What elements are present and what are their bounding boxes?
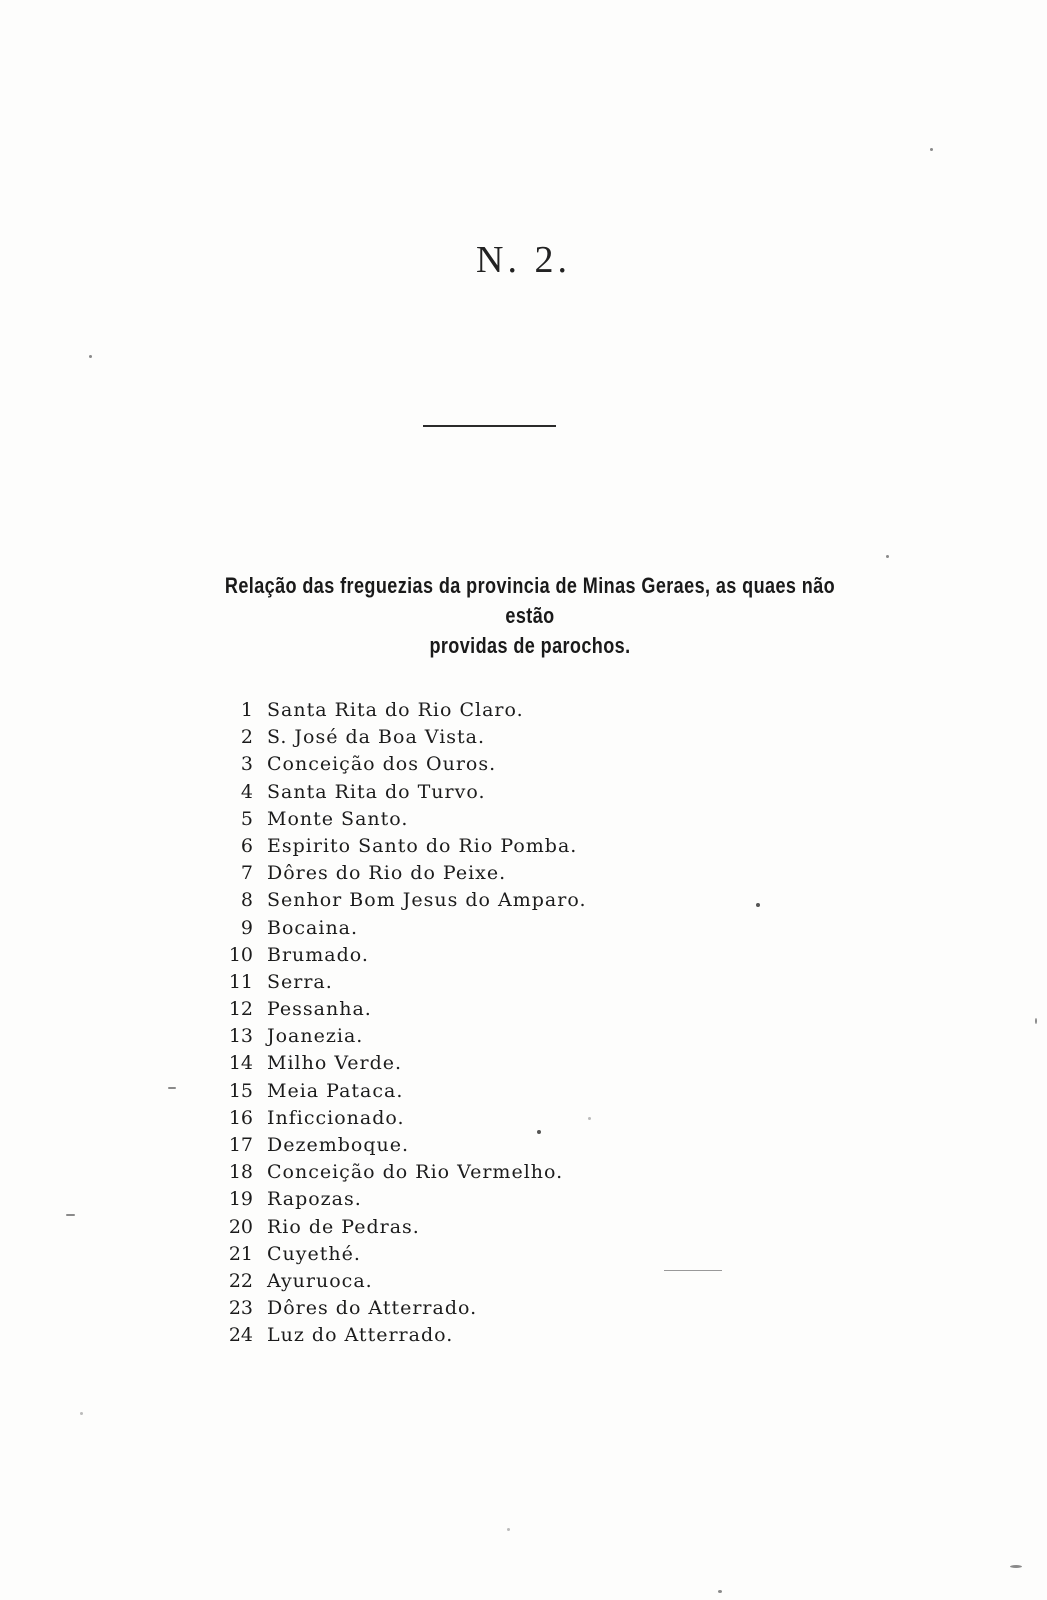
parish-entry xyxy=(215,1105,587,1132)
parish-entry xyxy=(215,969,587,996)
print-speck xyxy=(168,1087,176,1089)
parish-number: 15 xyxy=(228,1079,253,1102)
parish-number: 12 xyxy=(228,998,253,1021)
print-speck xyxy=(756,903,760,907)
parish-entry xyxy=(215,1078,587,1105)
parish-name: S. José da Boa Vista. xyxy=(267,726,486,749)
parish-entry xyxy=(215,724,587,751)
print-speck xyxy=(886,555,889,558)
title-line-1: Relação das freguezias da provincia de Minas Geraes, as quaes não estão xyxy=(224,573,836,628)
parish-name: Milho Verde. xyxy=(267,1052,403,1075)
parish-number: 9 xyxy=(240,916,253,939)
print-speck xyxy=(66,1214,75,1216)
parish-name: Meia Pataca. xyxy=(267,1079,404,1102)
parish-name: Espirito Santo do Rio Pomba. xyxy=(267,834,578,857)
parish-name: Ayuruoca. xyxy=(267,1269,373,1292)
parish-name: Rio de Pedras. xyxy=(267,1215,420,1238)
parish-number: 11 xyxy=(228,970,253,993)
parish-number: 19 xyxy=(228,1188,253,1211)
parish-name: Rapozas. xyxy=(267,1188,362,1211)
parish-number: 18 xyxy=(228,1161,253,1184)
parish-number: 4 xyxy=(240,780,253,803)
parish-number: 6 xyxy=(240,834,253,857)
parish-number: 8 xyxy=(240,889,253,912)
parish-entry xyxy=(215,779,587,806)
parish-number: 20 xyxy=(228,1215,253,1238)
parish-entry xyxy=(215,887,587,914)
parish-entry xyxy=(215,1295,587,1322)
print-speck xyxy=(930,148,933,151)
parish-entry xyxy=(215,751,587,778)
parish-entry xyxy=(215,1241,587,1268)
parish-name: Monte Santo. xyxy=(267,807,409,830)
parish-number: 2 xyxy=(240,726,253,749)
parish-number: 17 xyxy=(228,1134,253,1156)
parish-entry xyxy=(215,697,587,724)
parish-entry xyxy=(215,860,587,887)
parish-name: Joanezia. xyxy=(267,1025,364,1048)
print-speck xyxy=(80,1412,83,1415)
print-speck xyxy=(718,1590,722,1593)
parish-name: Santa Rita do Rio Claro. xyxy=(267,699,524,721)
parish-name: Dezemboque. xyxy=(267,1134,410,1156)
parish-number: 24 xyxy=(228,1324,253,1347)
parish-name: Inficcionado. xyxy=(267,1106,405,1129)
parish-name: Cuyethé. xyxy=(267,1242,361,1265)
parish-name: Serra. xyxy=(267,970,333,993)
parish-number: 3 xyxy=(240,753,253,776)
parish-entry xyxy=(215,1322,587,1349)
parish-number: 22 xyxy=(228,1269,253,1292)
parish-list xyxy=(215,697,587,1350)
parish-number: 16 xyxy=(228,1106,253,1129)
page-heading: N. 2. xyxy=(476,239,571,281)
parish-number: 10 xyxy=(228,943,253,966)
parish-entry xyxy=(215,1050,587,1077)
parish-number: 5 xyxy=(240,807,253,830)
parish-entry xyxy=(215,806,587,833)
parish-entry xyxy=(215,942,587,969)
parish-number: 23 xyxy=(228,1297,253,1320)
parish-name: Dôres do Rio do Peixe. xyxy=(267,862,507,885)
parish-entry xyxy=(215,833,587,860)
parish-number: 1 xyxy=(240,699,253,721)
parish-entry xyxy=(215,1023,587,1050)
parish-name: Bocaina. xyxy=(267,916,359,939)
title-line-2: providas de parochos. xyxy=(429,633,631,658)
parish-name: Pessanha. xyxy=(267,998,372,1021)
parish-number: 13 xyxy=(228,1025,253,1048)
parish-entry xyxy=(215,1132,587,1159)
parish-name: Santa Rita do Turvo. xyxy=(267,780,486,803)
print-speck xyxy=(89,355,92,358)
parish-name: Luz do Atterrado. xyxy=(267,1324,454,1347)
print-speck xyxy=(507,1528,510,1531)
parish-entry xyxy=(215,1214,587,1241)
parish-number: 21 xyxy=(228,1242,253,1265)
parish-name: Senhor Bom Jesus do Amparo. xyxy=(267,889,587,912)
parish-entry xyxy=(215,1268,587,1295)
parish-number: 14 xyxy=(228,1052,253,1075)
print-speck xyxy=(1035,1018,1037,1024)
separator-rule xyxy=(423,425,556,427)
parish-name: Conceição do Rio Vermelho. xyxy=(267,1161,564,1184)
parish-name: Brumado. xyxy=(267,943,369,966)
parish-entry xyxy=(215,1159,587,1186)
parish-entry xyxy=(215,1186,587,1213)
print-speck xyxy=(588,1117,591,1120)
parish-entry xyxy=(215,915,587,942)
print-speck xyxy=(537,1130,541,1134)
parish-name: Dôres do Atterrado. xyxy=(267,1297,478,1320)
print-speck xyxy=(664,1270,722,1271)
parish-name: Conceição dos Ouros. xyxy=(267,753,497,776)
print-speck xyxy=(1010,1565,1022,1568)
document-title xyxy=(202,571,858,661)
parish-entry xyxy=(215,996,587,1023)
parish-number: 7 xyxy=(240,862,253,885)
